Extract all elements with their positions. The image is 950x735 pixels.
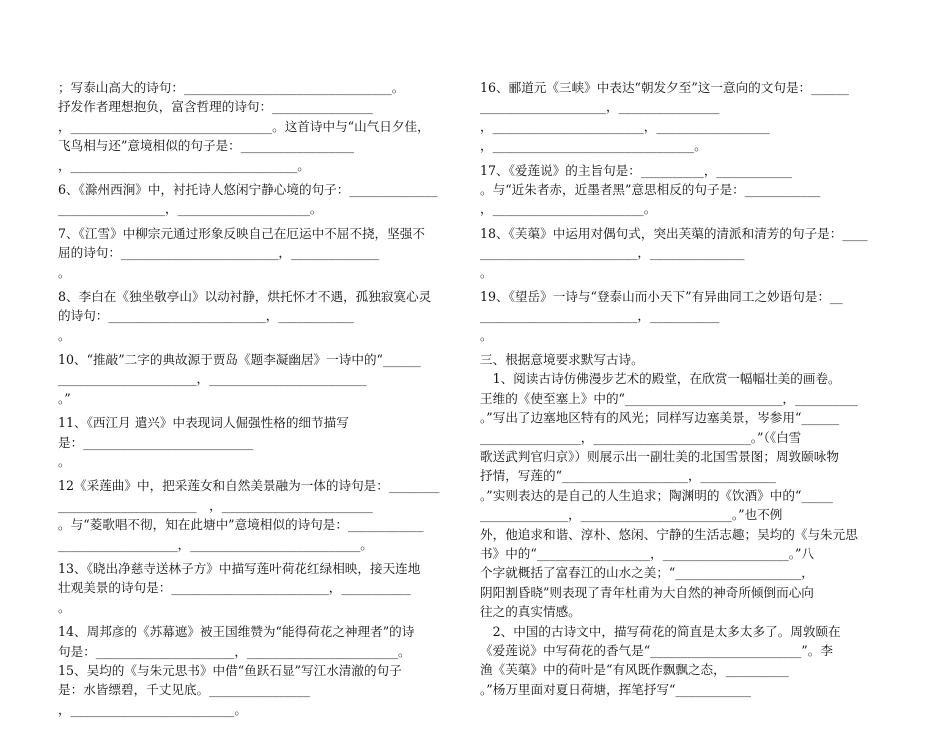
text-line: 10、“推敲”二字的典故源于贾岛《题李凝幽居》一诗中的“______ [58,352,421,368]
text-line: 。”杨万里面对夏日荷塘，挥笔抒写“____________ [480,681,752,697]
text-line: 8、李白在《独坐敬亭山》以动衬静，烘托怀才不遇，孤独寂寞心灵 [58,288,432,304]
text-line: 是：___________________________ [58,434,254,450]
text-line: 。与“近朱者赤，近墨者黑”意思相反的句子是：____________ [480,181,821,197]
text-line: 抒发作者理想抱负，富含哲理的诗句：________________ [58,99,373,115]
right-column [480,78,898,699]
text-line: ，________________________。 [480,201,657,217]
text-line: 壮观美景的诗句是：_________________________，___________ [58,580,411,596]
text-line: 王维的《使至塞上》中的“_________________________，__________ [480,390,858,406]
text-line: 13、《晓出净慈寺送林子方》中描写莲叶荷花红绿相映，接天连地 [58,560,421,576]
text-line: 三、根据意境要求默写古诗。 [480,352,644,368]
text-line: ；写泰山高大的诗句：_________________________________。 [58,80,405,95]
text-line: 12《采莲曲》中，把采莲女和自然美景融为一体的诗句是：________ [58,478,440,494]
text-line: 个字就概括了富春江的山水之美；“____________________， [480,565,814,581]
text-line: 《爱莲说》中写荷花的香气是“________________________”。李 [480,642,833,658]
text-line: 。”实则表达的是自己的人生追求；陶渊明的《饮酒》中的“_____ [480,487,833,503]
text-line: 1、阅读古诗仿佛漫步艺术的殿堂，在欣赏一幅幅壮美的画卷。 [480,371,841,387]
text-line: 2、中国的古诗文中，描写荷花的简直是太多太多了。周敦颐在 [480,623,841,639]
text-line: 。 [480,264,493,280]
text-line: ，________________________________。这首诗中与“山气日夕佳， [58,118,430,134]
text-line: 句是：______________________，________________________。 [58,643,411,659]
text-line: 。”写出了边塞地区特有的风光；同样写边塞美景，岑参用“______ [480,410,840,426]
text-line: 的诗句：_________________________，____________ [58,308,354,324]
text-line: _________________，_____________________。 [58,201,323,217]
text-line: ______________________，_________________________ [58,371,367,387]
text-line: 7、《江雪》中柳宗元通过形象反映自己在厄运中不屈不挠，坚强不 [58,225,425,241]
text-line: 歌送武判官归京》）则展示出一副壮美的北国雪景图；周敦颐咏物 [480,449,839,465]
text-line: 外，他追求和谐、淳朴、悠闲、宁静的生活志趣；吴均的《与朱元思 [480,526,858,542]
text-line: 。与“菱歌唱不彻，知在此塘中”意境相似的诗句是：____________ [58,517,424,533]
text-line: 。 [58,599,71,615]
text-line: ，__________________________。 [58,701,247,717]
text-line: 16、郦道元《三峡》中表达“朝发夕至”这一意向的文句是：______ [480,80,849,95]
text-line: _________________________，_______________ [480,245,745,261]
text-line: 渔《芙蕖》中的荷叶是“有风既作飘飘之态，__________ [480,662,789,678]
text-line: 18、《芙蕖》中运用对偶句式，突出芙蕖的清派和清芳的句子是：____ [480,225,868,241]
text-line: ___________________，___________________________。 [58,536,373,552]
text-line: 。 [58,327,71,343]
text-line: 是：水皆缥碧，千丈见底。________________ [58,682,310,698]
text-line: 6、《滁州西涧》中，衬托诗人悠闲宁静心境的句子：______________ [58,181,438,197]
text-line: ，____________________________________。 [58,157,310,173]
text-line: 往之的真实情感。 [480,604,581,620]
text-line: 抒情，写莲的“____________________，____________ [480,468,777,484]
text-line: ______________，________________________。”也不例 [480,507,783,523]
text-line: 14、周邦彦的《苏幕遮》被王国维赞为“能得荷花之神理者”的诗 [58,624,415,640]
text-line: 阴阳割昏晓”则表现了青年杜甫为大自然的神奇所倾倒而心向 [480,584,814,600]
text-line: 17、《爱莲说》的主旨句是：__________，____________ [480,162,792,178]
text-line: ______________________ ，________________________ [58,497,373,513]
text-line: 飞鸟相与还”意境相似的句子是：__________________ [58,138,355,154]
text-line: 屈的诗句：_________________________，______________ [58,245,380,261]
text-line: _________________________，___________ [480,308,720,324]
text-line: ________________，_________________________。”（《白雪 [480,429,802,445]
text-line: 19、《望岳》一诗与“登泰山而小天下”有异曲同工之妙语句是：__ [480,288,843,304]
text-line: 。 [480,327,493,343]
text-line: ，________________________________。 [480,138,707,154]
text-line: 。” [58,390,71,406]
text-line: ，________________________，__________________ [480,118,770,134]
text-line: 书》中的“__________________，____________________。”八 [480,545,815,561]
text-line: 11、《西江月 遣兴》中表现词人倔强性格的细节描写 [58,415,349,431]
text-line: 。 [58,264,71,280]
text-line: ____________________，________________ [480,99,720,115]
left-column [58,78,474,719]
text-line: 15、吴均的《与朱元思书》中借“鱼跃石显”写江水清澈的句子 [58,662,402,678]
text-line: 。 [58,454,71,470]
